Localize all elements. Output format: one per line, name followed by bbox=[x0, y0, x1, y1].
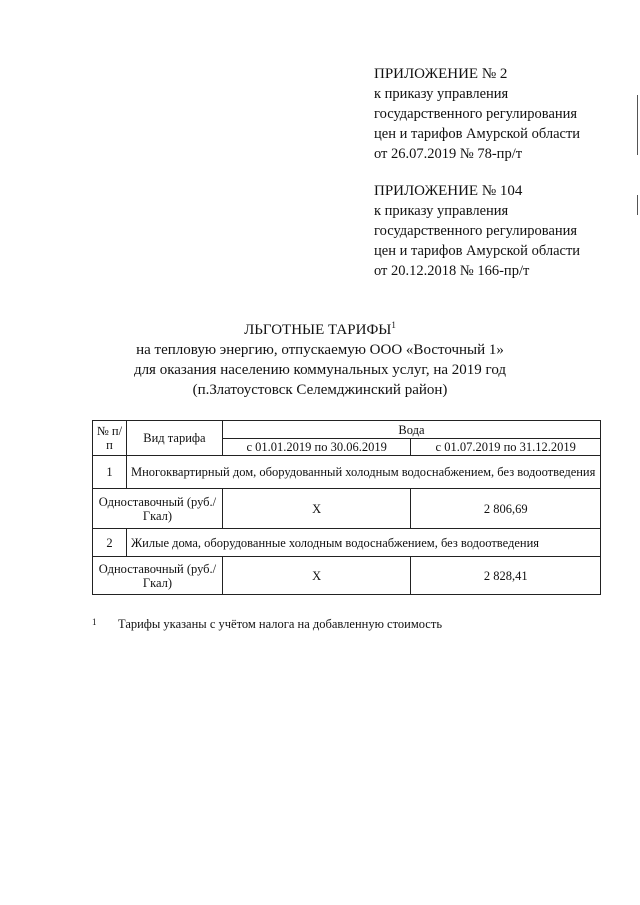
footnote-mark: 1 bbox=[92, 617, 97, 627]
scan-edge-mark bbox=[637, 95, 638, 155]
header-period-2: с 01.07.2019 по 31.12.2019 bbox=[411, 439, 601, 456]
tariff-value-period-2: 2 828,41 bbox=[411, 557, 601, 595]
appendix-104-line: цен и тарифов Амурской области bbox=[374, 243, 581, 259]
title-line: (п.Златоустовск Селемджинский район) bbox=[192, 382, 448, 398]
appendix-2-block bbox=[374, 64, 580, 164]
row-num: 2 bbox=[93, 529, 127, 557]
tariff-value-period-2: 2 806,69 bbox=[411, 489, 601, 529]
consumer-group: Многоквартирный дом, оборудованный холодным водоснабжением, без водоотведения bbox=[126, 456, 600, 489]
header-period-1: с 01.01.2019 по 30.06.2019 bbox=[222, 439, 411, 456]
appendix-2-line: от 26.07.2019 № 78-пр/т bbox=[374, 146, 523, 162]
appendix-104-block bbox=[374, 181, 580, 281]
appendix-2-line: государственного регулирования bbox=[374, 106, 578, 122]
table-row bbox=[93, 557, 601, 595]
tariff-value-period-1: X bbox=[222, 557, 411, 595]
appendix-2-line: к приказу управления bbox=[374, 86, 509, 102]
title-line: на тепловую энергию, отпускаемую ООО «Восточный 1» bbox=[136, 342, 504, 358]
scan-edge-mark bbox=[637, 195, 638, 215]
appendix-104-line: государственного регулирования bbox=[374, 223, 578, 239]
appendix-104-heading: ПРИЛОЖЕНИЕ № 104 bbox=[374, 183, 523, 199]
title-heading: ЛЬГОТНЫЕ ТАРИФЫ$^1$ bbox=[244, 320, 396, 338]
footnote bbox=[92, 617, 442, 632]
consumer-group: Жилые дома, оборудованные холодным водоснабжением, без водоотведения bbox=[126, 529, 600, 557]
appendix-104-line: от 20.12.2018 № 166-пр/т bbox=[374, 263, 530, 279]
tariff-table bbox=[92, 420, 601, 595]
footnote-text: Тарифы указаны с учётом налога на добавленную стоимость bbox=[118, 617, 443, 631]
title-footnote-mark: 1 bbox=[391, 320, 396, 330]
appendix-104-line: к приказу управления bbox=[374, 203, 509, 219]
table-group-row bbox=[93, 529, 601, 557]
tariff-type: Одноставочный (руб./Гкал) bbox=[93, 489, 223, 529]
document-title bbox=[0, 320, 640, 400]
appendix-2-heading: ПРИЛОЖЕНИЕ № 2 bbox=[374, 66, 508, 82]
appendix-2-line: цен и тарифов Амурской области bbox=[374, 126, 581, 142]
header-num: № п/п bbox=[93, 421, 127, 456]
title-line: для оказания населению коммунальных услуг, на 2019 год bbox=[133, 362, 507, 378]
tariff-value-period-1: X bbox=[222, 489, 411, 529]
header-tariff-type: Вид тарифа bbox=[126, 421, 222, 456]
tariff-type: Одноставочный (руб./Гкал) bbox=[93, 557, 223, 595]
header-water: Вода bbox=[222, 421, 600, 439]
row-num: 1 bbox=[93, 456, 127, 489]
table-row bbox=[93, 489, 601, 529]
table-group-row bbox=[93, 456, 601, 489]
